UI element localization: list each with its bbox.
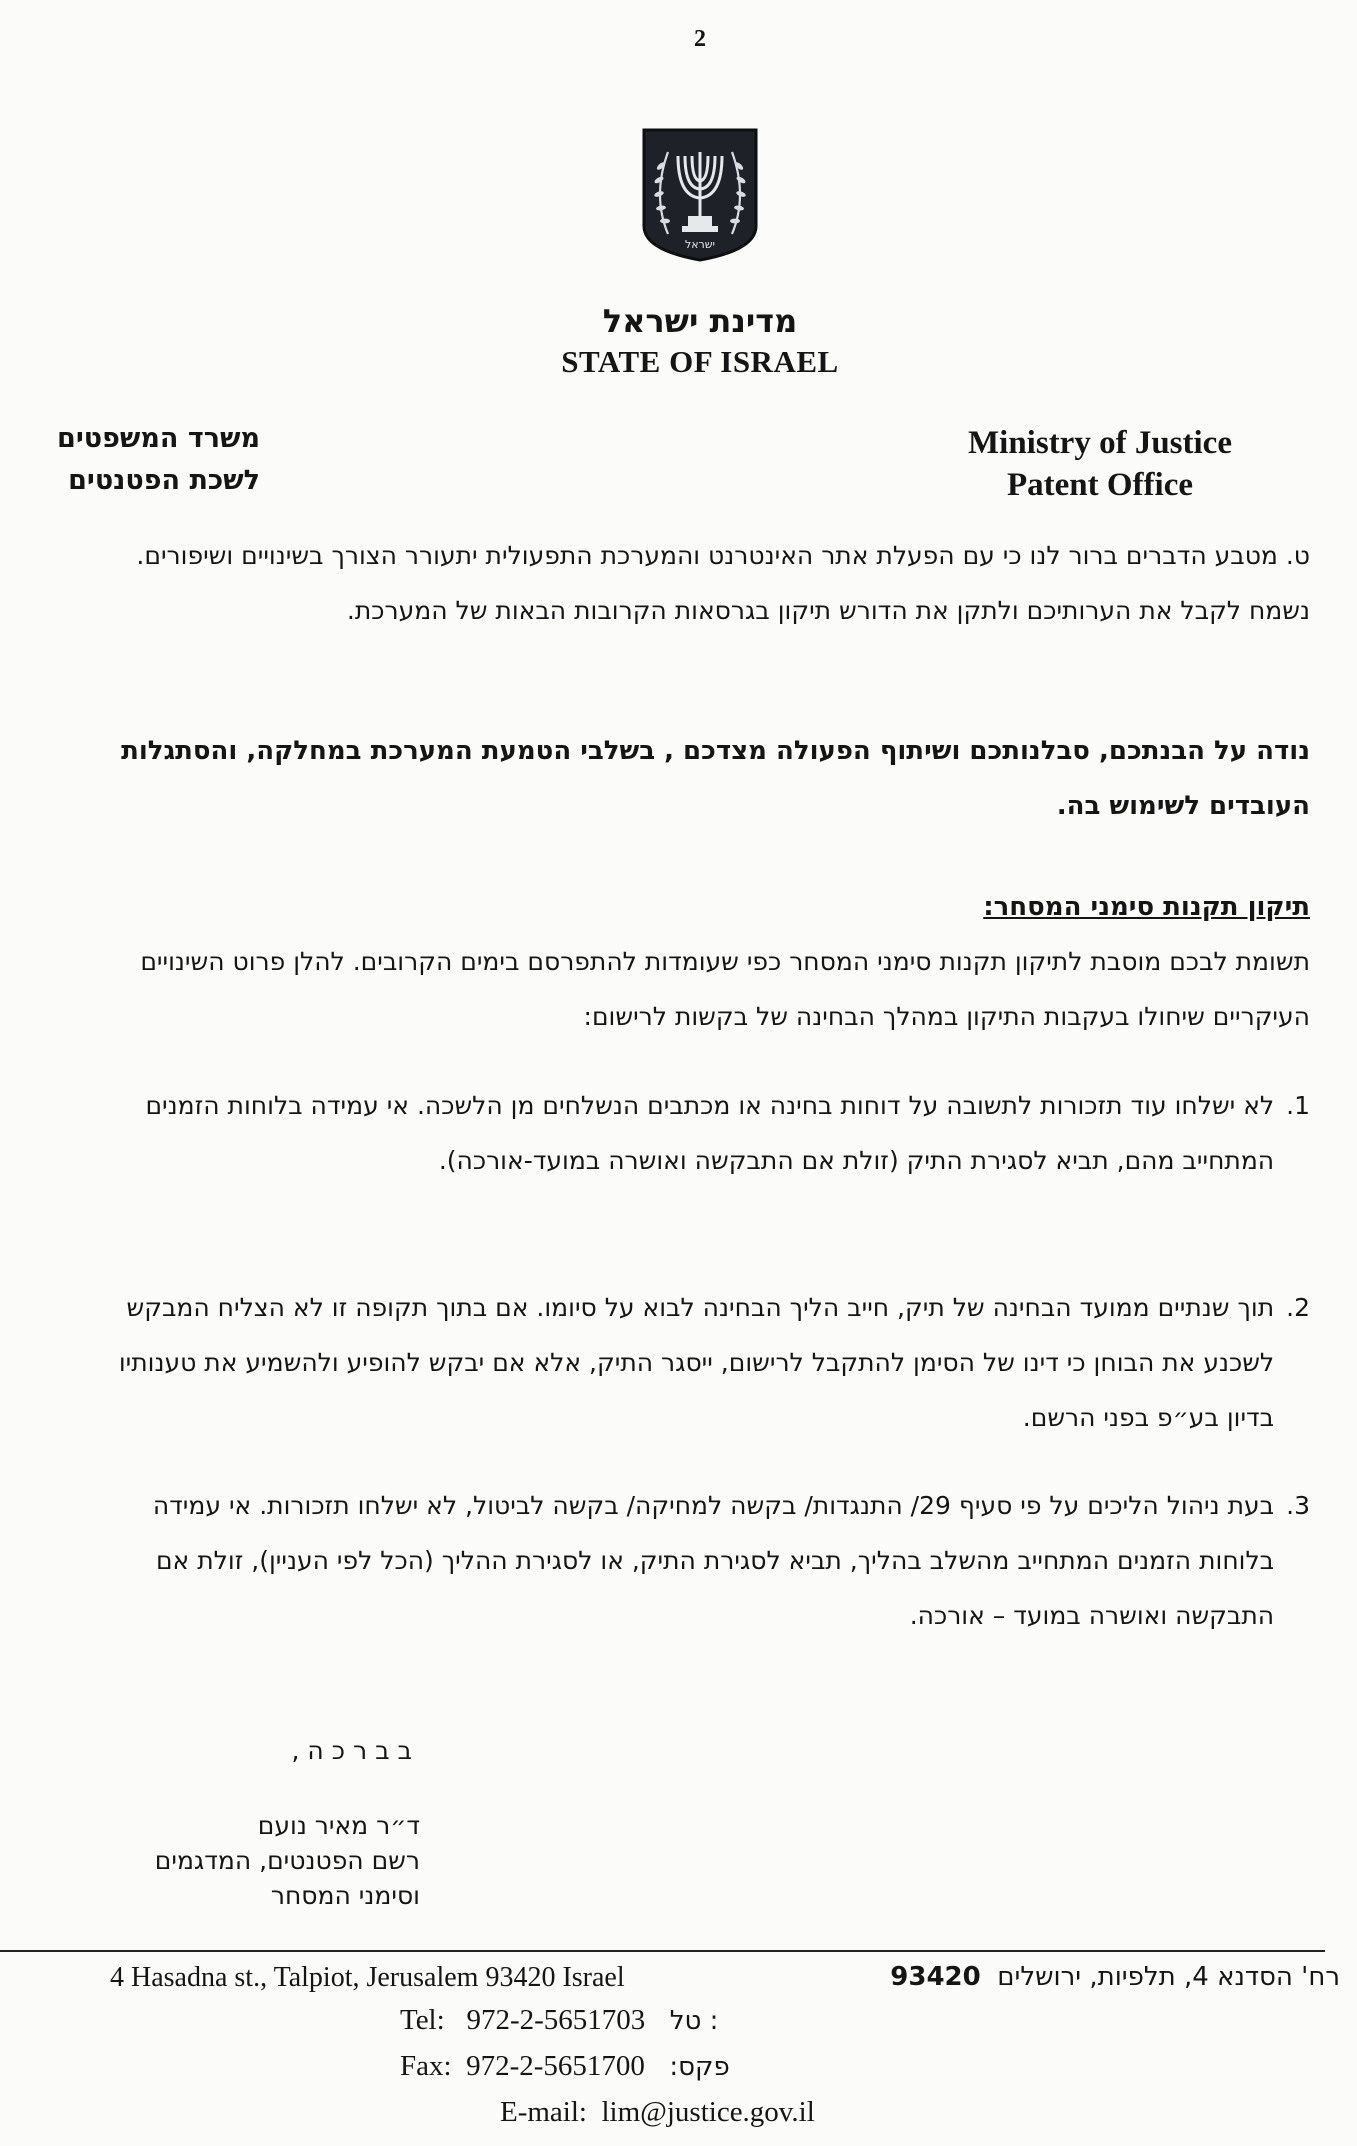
footer-divider <box>0 1950 1325 1952</box>
ministry-hebrew-line2: לשכת הפטנטים <box>68 465 260 496</box>
signature-title-line2: וסימני המסחר <box>270 1881 420 1910</box>
list-item-text: בעת ניהול הליכים על פי סעיף 29/ התנגדות/ בקשה למחיקה/ בקשה לביטול, לא ישלחו תזכורות. אי עמידה בלוחות הזמנים המתחייב מהשלב בהליך, תביא לסגירת התיק, או לסגירת ההליך (הכל לפי העניין), זולת אם התבקשה ואושרה במועד – אורכה. <box>152 1491 1275 1630</box>
tel-number: 972-2-5651703 <box>466 2004 646 2036</box>
fax-number: 972-2-5651700 <box>466 2050 645 2082</box>
signature-greeting: בברכה, <box>291 1736 420 1765</box>
list-item <box>90 1478 1310 1643</box>
thanks-paragraph: נודה על הבנתכם, סבלנותכם ושיתוף הפעולה מצדכם , בשלבי הטמעת המערכת במחלקה, והסתגלות העובדים לשימוש בה. <box>121 736 1310 821</box>
email-label: E-mail: <box>500 2096 587 2128</box>
signature-name: ד״ר מאיר נועם <box>257 1811 420 1840</box>
fax-label: Fax: <box>400 2050 452 2082</box>
footer-phone <box>400 2004 960 2037</box>
list-item-number: 2. <box>1286 1293 1310 1322</box>
state-name-english: STATE OF ISRAEL <box>561 344 839 379</box>
page-number: 2 <box>694 26 706 52</box>
list-item <box>90 1280 1310 1445</box>
footer-fax <box>400 2050 960 2083</box>
state-name-hebrew: מדינת ישראל <box>602 302 798 340</box>
address-english: 4 Hasadna st., Talpiot, Jerusalem 93420 Israel <box>110 1962 625 1993</box>
footer-email <box>500 2096 1060 2129</box>
ministry-english-line2: Patent Office <box>1007 467 1193 503</box>
ministry-hebrew <box>40 418 260 502</box>
list-item-text: תוך שנתיים ממועד הבחינה של תיק, חייב הליך הבחינה לבוא על סיומו. אם בתוך תקופה זו לא הצליח המבקש לשכנע את הבוחן כי דינו של הסימן להתקבל לרישום, ייסגר התיק, אלא אם יבקש להופיע ולהשמיע את טענותיו בדיון בע״פ בפני הרשם. <box>118 1293 1275 1432</box>
section-heading: תיקון תקנות סימני המסחר: <box>983 892 1310 922</box>
footer-address <box>110 1962 1340 2002</box>
ministry-english <box>900 422 1300 506</box>
list-item-number: 3. <box>1286 1491 1310 1520</box>
intro-paragraph: תשומת לבכם מוסבת לתיקון תקנות סימני המסחר כפי שעומדות להתפרסם בימים הקרובים. להלן פרוט השינויים העיקריים שיחולו בעקבות התיקון במהלך הבחינה של בקשות לרישום: <box>140 947 1310 1031</box>
ministry-english-line1: Ministry of Justice <box>968 425 1232 461</box>
list-item-number: 1. <box>1286 1091 1310 1120</box>
address-hebrew-zip: 93420 <box>890 1962 981 1992</box>
tel-label-hebrew: : טל <box>669 2006 719 2036</box>
fax-label-hebrew: פקס: <box>669 2052 730 2082</box>
signature-block <box>90 1808 420 1913</box>
emblem-text: ישראל <box>684 238 716 251</box>
signature-title-line1: רשם הפטנטים, המדגמים <box>154 1846 420 1875</box>
email-address[interactable]: lim@justice.gov.il <box>601 2096 815 2128</box>
address-hebrew-text: רח' הסדנא 4, תלפיות, ירושלים <box>997 1962 1340 1992</box>
address-hebrew <box>890 1962 1340 1992</box>
list-item <box>90 1078 1310 1188</box>
paragraph-t: ט. מטבע הדברים ברור לנו כי עם הפעלת אתר האינטרנט והמערכת התפעולית יתעורר הצורך בשינויים ושיפורים. נשמח לקבל את הערותיכם ולתקן את הדורש תיקון בגרסאות הקרובות הבאות של המערכת. <box>136 541 1310 625</box>
ministry-hebrew-line1: משרד המשפטים <box>57 423 260 454</box>
state-emblem-icon <box>638 126 762 264</box>
tel-label: Tel: <box>400 2004 445 2036</box>
list-item-text: לא ישלחו עוד תזכורות לתשובה על דוחות בחינה או מכתבים הנשלחים מן הלשכה. אי עמידה בלוחות הזמנים המתחייב מהם, תביא לסגירת התיק (זולת אם התבקשה ואושרה במועד-אורכה). <box>145 1091 1275 1175</box>
